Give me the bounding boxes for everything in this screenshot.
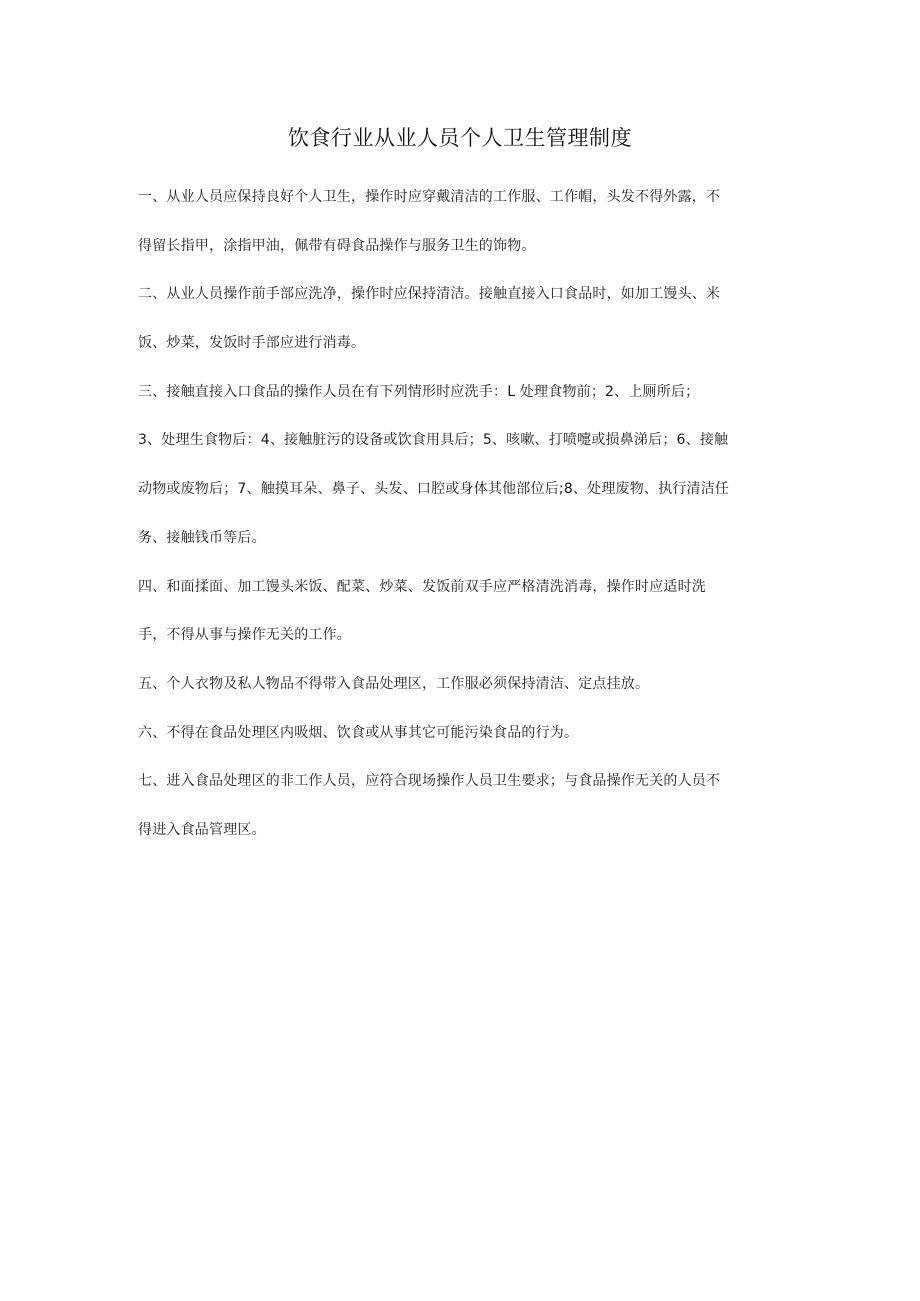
paragraph-5-line-1: 五、个人衣物及私人物品不得带入食品处理区，工作服必须保持清洁、定点挂放。 bbox=[138, 675, 650, 692]
paragraph-6-line-1: 六、不得在食品处理区内吸烟、饮食或从事其它可能污染食品的行为。 bbox=[138, 724, 579, 741]
paragraph-2-line-1: 二、从业人员操作前手部应洗净，操作时应保持清洁。接触直接入口食品时，如加工馒头、米 bbox=[138, 286, 721, 303]
paragraph-3-line-3: 动物或废物后；7、触摸耳朵、鼻子、头发、口腔或身体其他部位后;8、处理废物、执行清洁任 bbox=[138, 481, 730, 498]
paragraph-7-line-1: 七、进入食品处理区的非工作人员，应符合现场操作人员卫生要求；与食品操作无关的人员不 bbox=[138, 773, 721, 790]
paragraph-4-line-1: 四、和面揉面、加工馒头米饭、配菜、炒菜、发饭前双手应严格清洗消毒，操作时应适时洗 bbox=[138, 578, 706, 595]
paragraph-1-line-2: 得留长指甲，涂指甲油，佩带有碍食品操作与服务卫生的饰物。 bbox=[138, 237, 536, 254]
paragraph-1-line-1: 一、从业人员应保持良好个人卫生，操作时应穿戴清洁的工作服、工作帽，头发不得外露，不 bbox=[138, 189, 721, 205]
paragraph-3-line-1: 三、接触直接入口食品的操作人员在有下列情形时应洗手：L 处理食物前；2、上厕所后； bbox=[138, 383, 700, 400]
document-title: 饮食行业从业人员个人卫生管理制度 bbox=[288, 126, 632, 150]
paragraph-3-line-2: 3、处理生食物后：4、接触脏污的设备或饮食用具后；5、咳嗽、打喷嚏或损鼻涕后；6、接触 bbox=[138, 432, 729, 449]
paragraph-3-line-4: 务、接触钱币等后。 bbox=[138, 529, 266, 546]
paragraph-4-line-2: 手，不得从事与操作无关的工作。 bbox=[138, 627, 351, 644]
paragraph-2-line-2: 饭、炒菜，发饭时手部应进行消毒。 bbox=[138, 335, 366, 352]
document-body bbox=[138, 184, 788, 866]
paragraph-7-line-2: 得进入食品管理区。 bbox=[138, 821, 266, 838]
